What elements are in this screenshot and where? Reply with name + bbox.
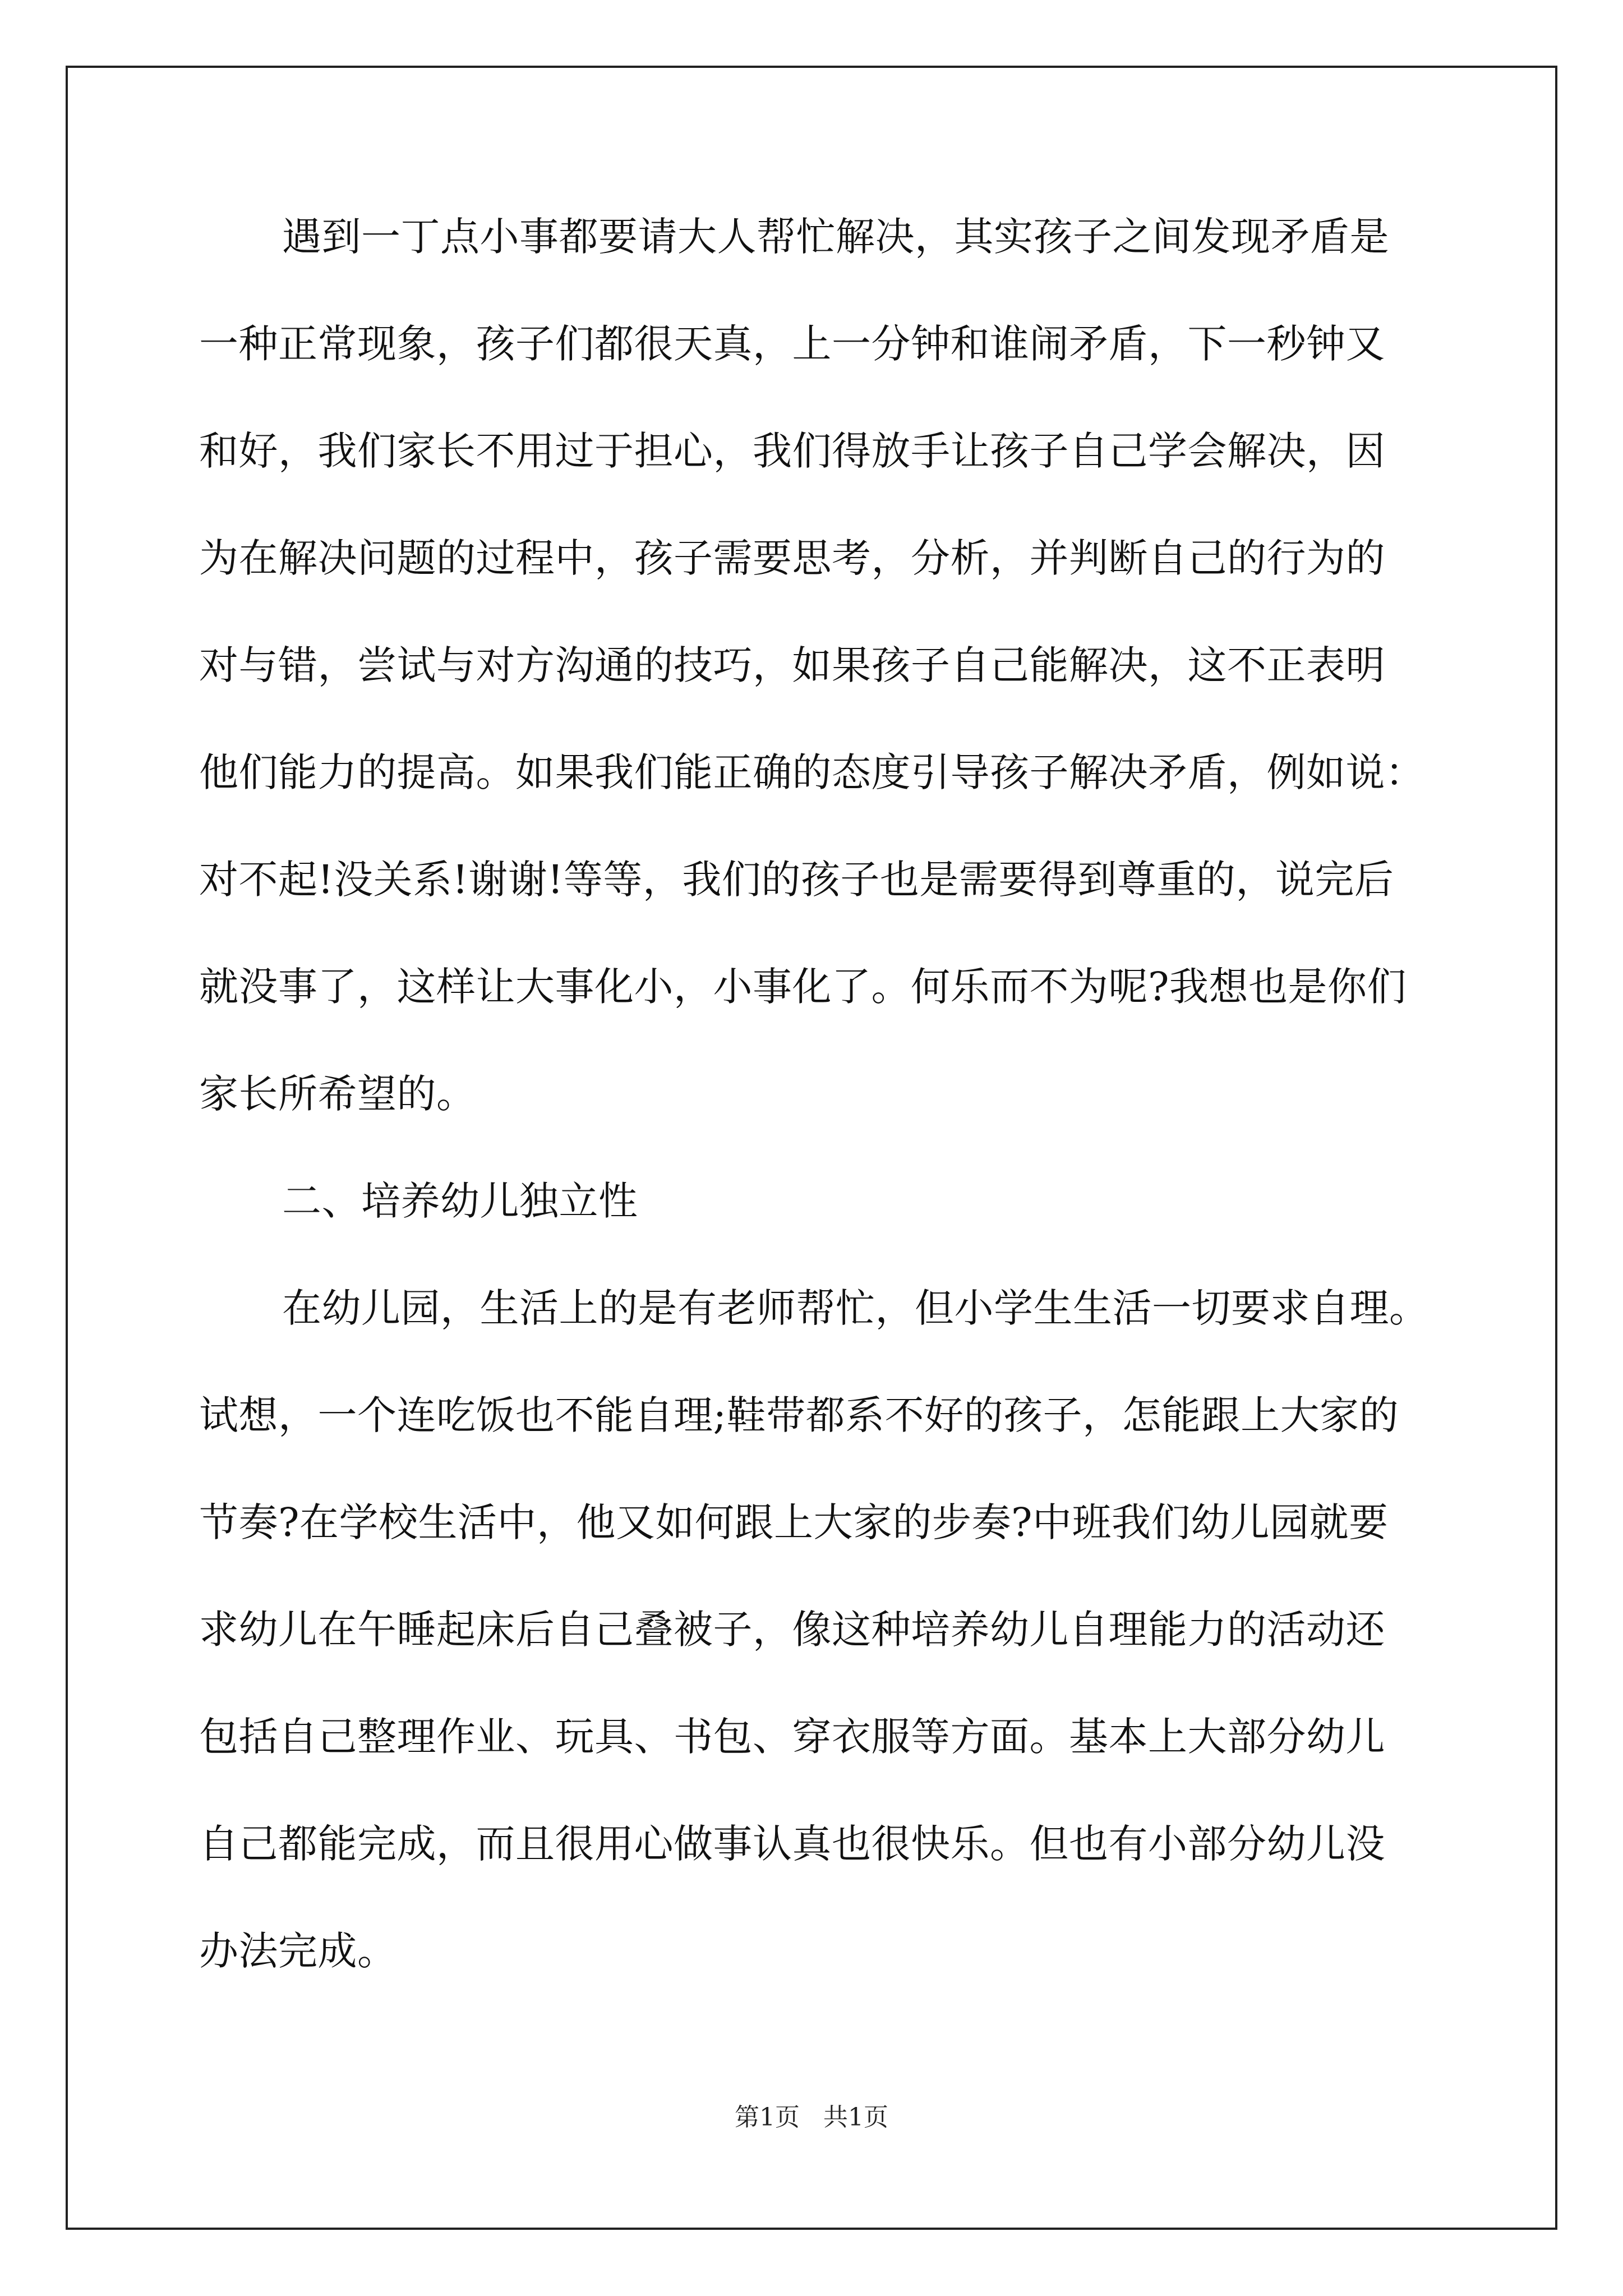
text-line: 节奏?在学校生活中，他又如何跟上大家的步奏?中班我们幼儿园就要 [199, 1499, 1389, 1545]
text-line: 就没事了，这样让大事化小，小事化了。何乐而不为呢?我想也是你们 [199, 964, 1407, 1010]
text-line: 试想，一个连吃饭也不能自理;鞋带都系不好的孩子，怎能跟上大家的 [199, 1392, 1399, 1438]
text-line: 为在解决问题的过程中，孩子需要思考，分析，并判断自己的行为的 [199, 535, 1385, 581]
page-footer: 第1页 共1页 [735, 2103, 888, 2132]
text-line: 办法完成。 [199, 1928, 397, 1974]
document-body [199, 209, 1444, 2030]
text-line: 对不起!没关系!谢谢!等等，我们的孩子也是需要得到尊重的，说完后 [199, 857, 1394, 903]
text-line: 包括自己整理作业、玩具、书包、穿衣服等方面。基本上大部分幼儿 [199, 1714, 1385, 1760]
text-line: 遇到一丁点小事都要请大人帮忙解决，其实孩子之间发现矛盾是 [282, 214, 1389, 260]
text-line: 对与错，尝试与对方沟通的技巧，如果孩子自己能解决，这不正表明 [199, 642, 1385, 688]
text-line: 和好，我们家长不用过于担心，我们得放手让孩子自己学会解决，因 [199, 428, 1385, 474]
text-line: 求幼儿在午睡起床后自己叠被子，像这种培养幼儿自理能力的活动还 [199, 1607, 1385, 1653]
text-line: 自己都能完成，而且很用心做事认真也很快乐。但也有小部分幼儿没 [199, 1821, 1385, 1867]
text-line: 在幼儿园，生活上的是有老师帮忙，但小学生生活一切要求自理。 [282, 1285, 1429, 1331]
text-line: 二、培养幼儿独立性 [282, 1178, 638, 1224]
text-line: 家长所希望的。 [199, 1071, 476, 1117]
text-line: 一种正常现象，孩子们都很天真，上一分钟和谁闹矛盾，下一秒钟又 [199, 321, 1385, 367]
text-line: 他们能力的提高。如果我们能正确的态度引导孩子解决矛盾，例如说： [199, 749, 1425, 795]
